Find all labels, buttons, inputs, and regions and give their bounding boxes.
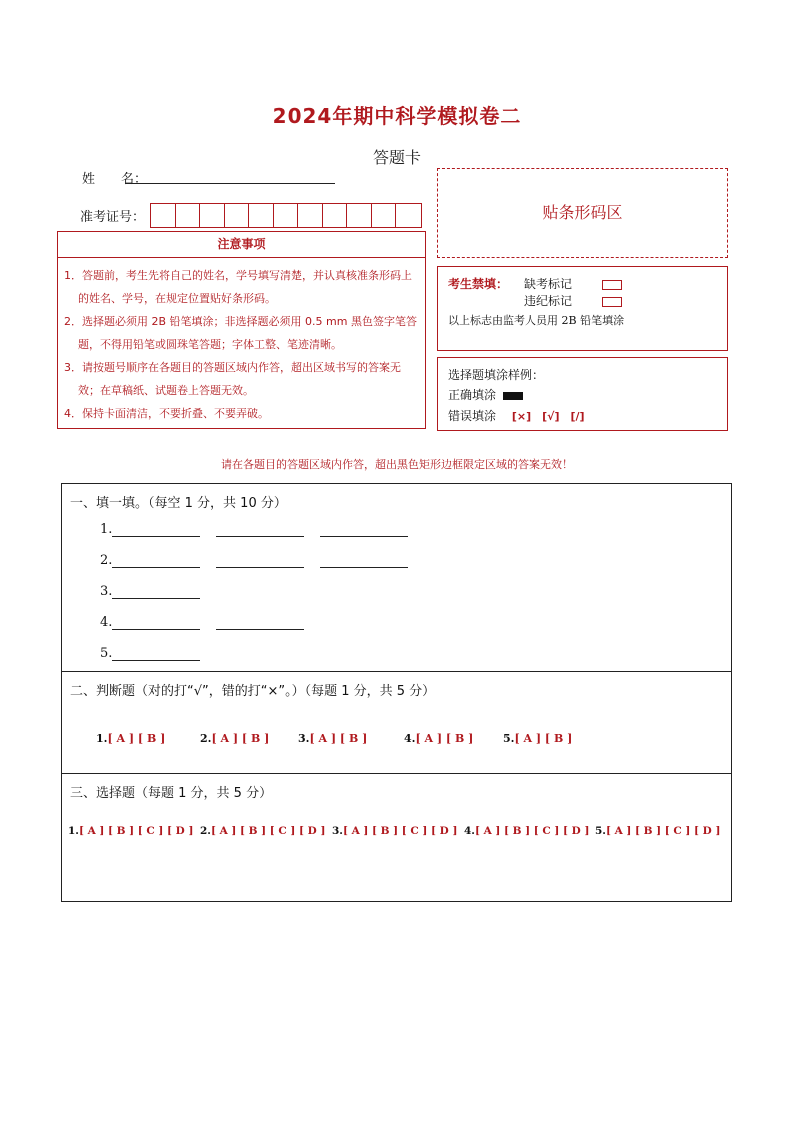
id-digit-box[interactable] [298, 204, 323, 227]
judge-item-options[interactable]: [ A ] [ B ] [309, 732, 368, 745]
id-digit-box[interactable] [323, 204, 348, 227]
choice-item-number: 2. [200, 825, 211, 837]
choice-item-number: 5. [595, 825, 606, 837]
judge-item-number: 4. [404, 732, 416, 745]
choice-section-title: 三、选择题（每题 1 分，共 5 分） [70, 786, 273, 801]
fill-row [100, 584, 216, 599]
judge-item-number: 2. [200, 732, 212, 745]
choice-item[interactable] [68, 825, 193, 837]
fill-section [62, 484, 731, 672]
id-digit-box[interactable] [396, 204, 421, 227]
fill-row [100, 553, 424, 568]
choice-item[interactable] [464, 825, 589, 837]
answer-blank[interactable] [112, 646, 200, 661]
notes-list [58, 264, 425, 425]
id-digit-box[interactable] [200, 204, 225, 227]
id-digit-box[interactable] [347, 204, 372, 227]
ban-panel [437, 266, 728, 351]
judge-item-number: 5. [503, 732, 515, 745]
violation-mark-box[interactable] [602, 297, 622, 307]
name-label: 姓 名： [82, 172, 148, 187]
notes-panel [57, 231, 426, 429]
choice-item[interactable] [200, 825, 325, 837]
exam-id-boxes[interactable] [150, 203, 422, 228]
fill-row-number: 1. [100, 522, 113, 537]
violation-label: 违纪标记 [524, 294, 573, 308]
choice-item-options[interactable]: [ A ] [ B ] [ C ] [ D ] [605, 825, 721, 837]
judge-item-options[interactable]: [ A ] [ B ] [211, 732, 270, 745]
answer-blank[interactable] [216, 522, 304, 537]
ban-note: 以上标志由监考人员用 2B 铅笔填涂 [448, 314, 625, 327]
choice-item-options[interactable]: [ A ] [ B ] [ C ] [ D ] [210, 825, 326, 837]
answer-blank[interactable] [320, 553, 408, 568]
id-digit-box[interactable] [151, 204, 176, 227]
judge-item-options[interactable]: [ A ] [ B ] [514, 732, 573, 745]
id-digit-box[interactable] [225, 204, 250, 227]
wrong-label: 错误填涂 [448, 409, 497, 423]
choice-item-number: 4. [464, 825, 475, 837]
answer-area [61, 483, 732, 902]
name-field[interactable] [125, 183, 335, 184]
id-digit-box[interactable] [372, 204, 397, 227]
note-item: 2．选择题必须用 2B 铅笔填涂；非选择题必须用 0.5 mm 黑色签字笔答题，不得用铅笔或圆珠笔答题；字体工整、笔迹清晰。 [64, 315, 417, 351]
id-digit-box[interactable] [176, 204, 201, 227]
choice-item-options[interactable]: [ A ] [ B ] [ C ] [ D ] [342, 825, 458, 837]
choice-section [62, 774, 731, 901]
filled-mark-icon [503, 392, 523, 400]
choice-item-options[interactable]: [ A ] [ B ] [ C ] [ D ] [474, 825, 590, 837]
answer-blank[interactable] [112, 615, 200, 630]
page-subtitle: 答题卡 [372, 148, 421, 167]
judge-item[interactable] [200, 732, 269, 745]
fill-row-number: 5. [100, 646, 113, 661]
choice-item-number: 3. [332, 825, 343, 837]
warning-text: 请在各题目的答题区域内作答，超出黑色矩形边框限定区域的答案无效！ [221, 458, 573, 471]
id-label: 准考证号： [80, 210, 146, 225]
judge-item[interactable] [298, 732, 367, 745]
judge-item[interactable] [404, 732, 473, 745]
fill-row [100, 646, 216, 661]
answer-blank[interactable] [112, 522, 200, 537]
note-item: 4．保持卡面清洁，不要折叠、不要弄破。 [64, 407, 269, 420]
judge-item-options[interactable]: [ A ] [ B ] [415, 732, 474, 745]
wrong-marks: [×] [√] [/] [511, 410, 585, 423]
fill-row [100, 522, 424, 537]
absent-label: 缺考标记 [524, 277, 573, 291]
fill-row-number: 2. [100, 553, 113, 568]
answer-blank[interactable] [216, 615, 304, 630]
fill-row-number: 3. [100, 584, 113, 599]
sample-panel [437, 357, 728, 431]
choice-item[interactable] [332, 825, 457, 837]
judge-item[interactable] [96, 732, 165, 745]
barcode-area: 贴条形码区 [437, 168, 728, 258]
answer-blank[interactable] [112, 553, 200, 568]
absent-mark-box[interactable] [602, 280, 622, 290]
choice-item-number: 1. [68, 825, 79, 837]
note-item: 3．请按题号顺序在各题目的答题区域内作答，超出区域书写的答案无效；在草稿纸、试题卷上答题无效。 [64, 361, 401, 397]
judge-section-title: 二、判断题（对的打“√”，错的打“×”。）（每题 1 分，共 5 分） [70, 684, 436, 699]
ban-label: 考生禁填： [448, 277, 509, 291]
id-digit-box[interactable] [274, 204, 299, 227]
choice-item-options[interactable]: [ A ] [ B ] [ C ] [ D ] [78, 825, 194, 837]
fill-section-title: 一、填一填。（每空 1 分，共 10 分） [70, 496, 287, 511]
answer-blank[interactable] [320, 522, 408, 537]
judge-item[interactable] [503, 732, 572, 745]
answer-blank[interactable] [112, 584, 200, 599]
page-title: 2024年期中科学模拟卷二 [272, 104, 522, 128]
judge-item-number: 3. [298, 732, 310, 745]
note-item: 1．答题前，考生先将自己的姓名，学号填写清楚，并认真核准条形码上的姓名、学号，在规定位置贴好条形码。 [64, 269, 412, 305]
judge-item-number: 1. [96, 732, 108, 745]
id-digit-box[interactable] [249, 204, 274, 227]
sample-heading: 选择题填涂样例： [448, 368, 545, 382]
judge-item-options[interactable]: [ A ] [ B ] [107, 732, 166, 745]
fill-row [100, 615, 320, 630]
correct-label: 正确填涂 [448, 388, 497, 402]
notes-heading: 注意事项 [58, 232, 425, 258]
choice-item[interactable] [595, 825, 720, 837]
fill-row-number: 4. [100, 615, 113, 630]
answer-blank[interactable] [216, 553, 304, 568]
judge-section [62, 672, 731, 774]
